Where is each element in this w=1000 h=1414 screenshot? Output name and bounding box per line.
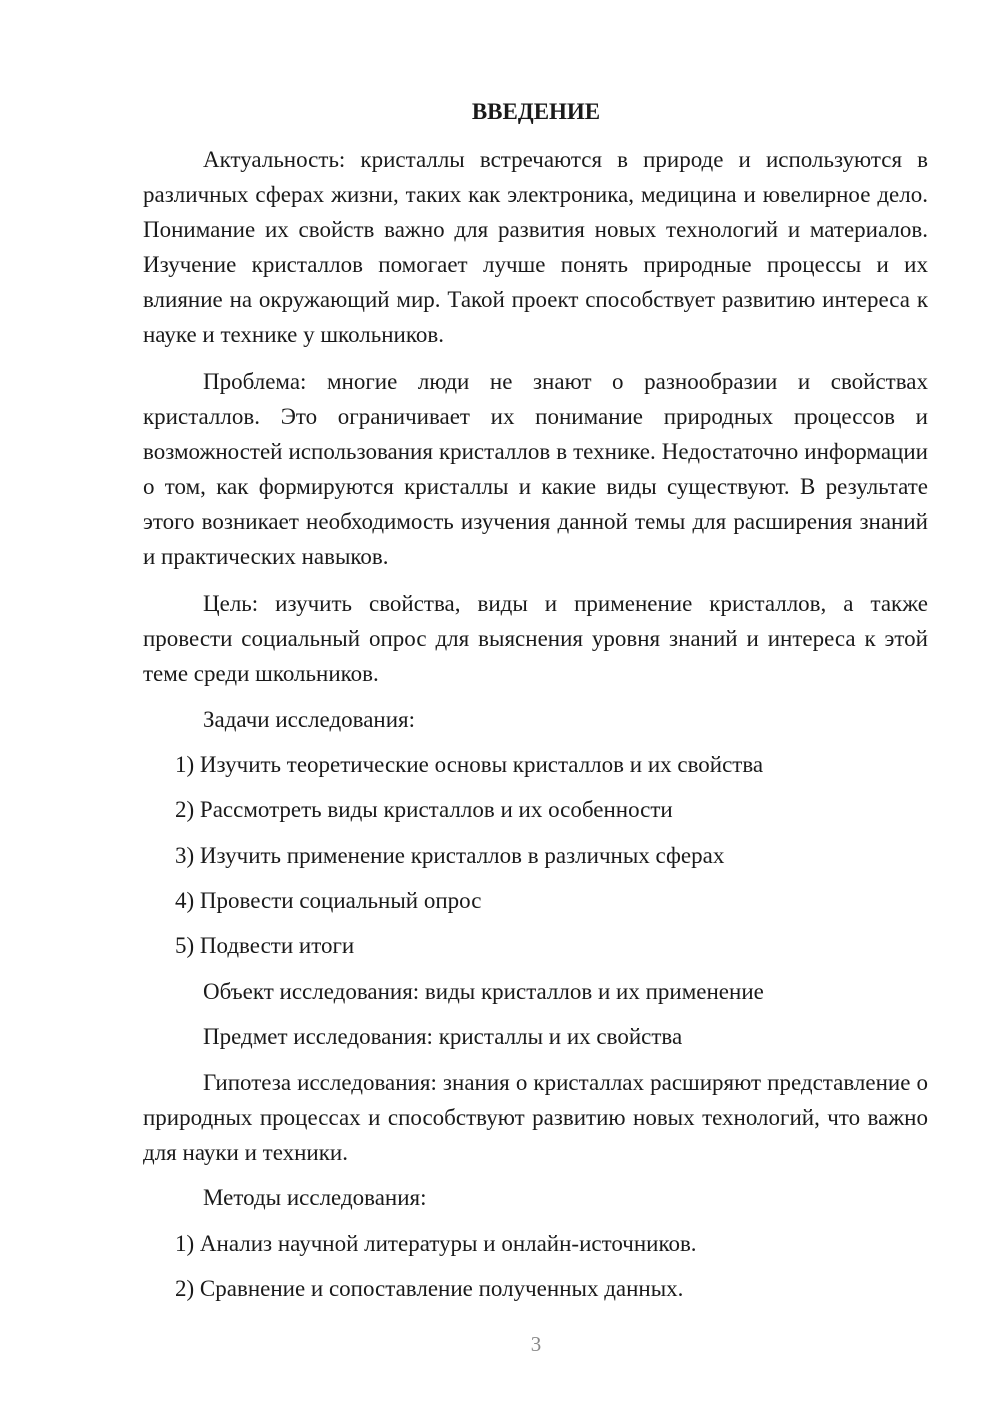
task-item: 4) Провести социальный опрос — [175, 888, 482, 913]
goal-paragraph: Цель: изучить свойства, виды и применение кристаллов, а также провести социальный опрос для выяснения уровня знаний и интереса к этой теме среди школьников. — [143, 591, 928, 686]
relevance-paragraph: Актуальность: кристаллы встречаются в природе и используются в различных сферах жизни, таких как электроника, медицина и ювелирное дело. Понимание их свойств важно для развития новых технологий и материалов. Изучение кристаллов помогает лучше понять природные процессы и их влияние на окружающий мир. Такой проект способствует развитию интереса к науке и технике у школьников. — [143, 147, 928, 347]
tasks-heading: Задачи исследования: — [203, 707, 416, 732]
research-subject: Предмет исследования: кристаллы и их свойства — [203, 1024, 683, 1049]
task-item: 5) Подвести итоги — [175, 933, 355, 958]
section-title: ВВЕДЕНИЕ — [471, 99, 601, 124]
methods-heading: Методы исследования: — [203, 1185, 427, 1210]
method-item: 1) Анализ научной литературы и онлайн-источников. — [175, 1231, 697, 1256]
task-item: 1) Изучить теоретические основы кристаллов и их свойства — [175, 752, 764, 777]
problem-paragraph: Проблема: многие люди не знают о разнообразии и свойствах кристаллов. Это ограничивает их понимание природных процессов и возможностей использования кристаллов в технике. Недостаточно информации о том, как формируются кристаллы и какие виды существуют. В результате этого возникает необходимость изучения данной темы для расширения знаний и практических навыков. — [143, 369, 928, 569]
task-item: 3) Изучить применение кристаллов в различных сферах — [175, 843, 725, 868]
method-item: 2) Сравнение и сопоставление полученных данных. — [175, 1276, 684, 1301]
task-item: 2) Рассмотреть виды кристаллов и их особенности — [175, 797, 673, 822]
research-object: Объект исследования: виды кристаллов и их применение — [203, 979, 764, 1004]
page-number: 3 — [530, 1332, 542, 1356]
hypothesis-paragraph: Гипотеза исследования: знания о кристаллах расширяют представление о природных процессах и способствуют развитию новых технологий, что важно для науки и техники. — [143, 1070, 928, 1165]
